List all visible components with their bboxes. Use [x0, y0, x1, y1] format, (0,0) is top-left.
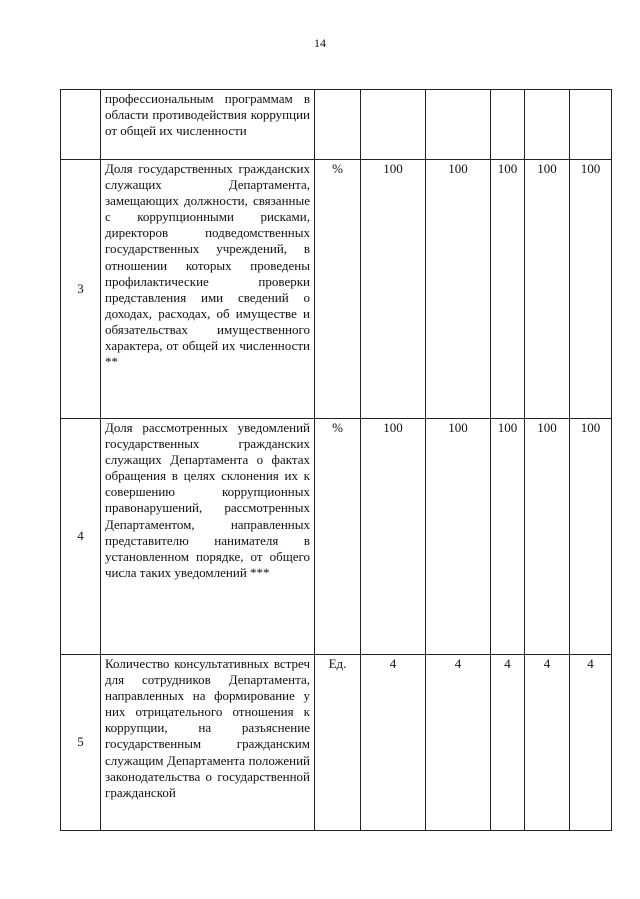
indicator-name: Доля рассмотренных уведомлений государственных гражданских служащих Департамента о фактах обращения в целях склонения их к совершению коррупционных правонарушений, рассмотренных Департаментом, направленных представителю нанимателя в установленном порядке, от общего числа таких уведомлений *** — [101, 419, 315, 655]
row-number: 5 — [61, 655, 101, 831]
row-number: 3 — [61, 160, 101, 419]
value-cell: 100 — [361, 419, 426, 655]
value-cell: 100 — [570, 419, 612, 655]
table-row — [61, 160, 612, 419]
value-cell: 4 — [361, 655, 426, 831]
value-cell: 100 — [426, 419, 491, 655]
unit-cell: % — [315, 419, 361, 655]
row-number: 4 — [61, 419, 101, 655]
value-cell: 4 — [570, 655, 612, 831]
value-cell: 4 — [525, 655, 570, 831]
value-cell: 4 — [491, 655, 525, 831]
value-cell: 100 — [525, 160, 570, 419]
unit-cell: % — [315, 160, 361, 419]
value-cell — [426, 90, 491, 160]
table-row — [61, 655, 612, 831]
page-number: 14 — [314, 36, 326, 50]
value-cell: 100 — [491, 419, 525, 655]
indicator-name: профессиональным программам в области противодействия коррупции от общей их численности — [101, 90, 315, 160]
value-cell — [570, 90, 612, 160]
value-cell: 100 — [525, 419, 570, 655]
value-cell: 4 — [426, 655, 491, 831]
indicator-name: Количество консультативных встреч для сотрудников Департамента, направленных на формирование у них отрицательного отношения к коррупции, на разъяснение государственным гражданским служащим Департамента положений законодательства о государственной гражданской — [101, 655, 315, 831]
value-cell — [525, 90, 570, 160]
unit-cell — [315, 90, 361, 160]
value-cell — [491, 90, 525, 160]
value-cell: 100 — [491, 160, 525, 419]
indicator-name: Доля государственных гражданских служащих Департамента, замещающих должности, связанные с коррупционными рисками, директоров подведомственных государственных учреждений, в отношении которых проведены профилактические проверки представления ими сведений о доходах, расходах, об имуществе и обязательствах имущественного характера, от общей их численности ** — [101, 160, 315, 419]
value-cell: 100 — [361, 160, 426, 419]
row-number — [61, 90, 101, 160]
value-cell — [361, 90, 426, 160]
indicators-table — [60, 89, 612, 831]
table-row — [61, 90, 612, 160]
unit-cell: Ед. — [315, 655, 361, 831]
value-cell: 100 — [570, 160, 612, 419]
table-row — [61, 419, 612, 655]
value-cell: 100 — [426, 160, 491, 419]
